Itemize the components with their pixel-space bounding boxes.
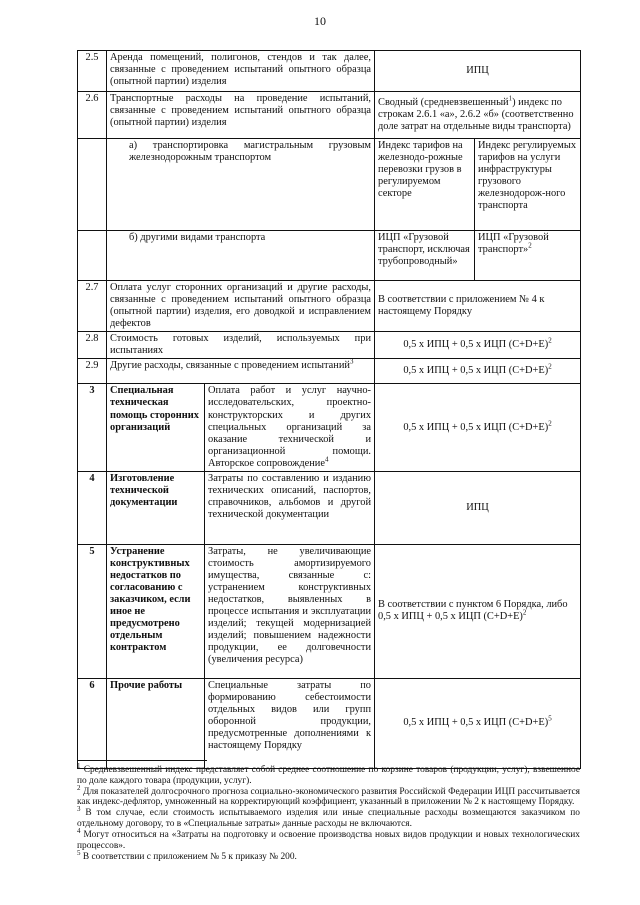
cost-index-table [77,50,581,769]
row-title: Прочие работы [107,678,205,768]
row-number: 2.6 [78,92,107,139]
row-index: В соответствии с приложением № 4 к настоящему Порядку [375,281,581,332]
table-row [78,281,581,332]
footnote-ref: 2 [548,362,552,371]
row-description [107,359,375,384]
footnote-ref: 2 [548,419,552,428]
row-description: а) транспортировка магистральным грузовым железнодорожным транспортом [107,139,375,231]
row-description-part: Оплата работ и услуг научно-исследовательских, проектно-конструкторских и других специальных организаций за оказание технической и организационной помощи. Авторское сопровождение [208,385,372,469]
table-row [78,359,581,384]
footnote-ref: 4 [324,455,329,464]
table-row [78,92,581,139]
row-index-line: В соответствии с пунктом 6 Порядка, либо [378,599,568,611]
row-description: Стоимость готовых изделий, используемых при испытаниях [107,332,375,359]
row-description: Специальные затраты по формированию себестоимости отдельных видов или групп оборонной продукции, предусмотренные дополнениями к настоящему Порядку [205,678,375,768]
table-row [78,678,581,768]
row-number: 2.7 [78,281,107,332]
row-description: Затраты, не увеличивающие стоимость амортизируемого имущества, связанные с: устранением конструктивных недостатков, выявленных в процессе испытания и эксплуатации изделий; текущей модернизацией изделий; повышением надежности продукции, ее долговечности (увеличения ресурса) [205,544,375,678]
table-row [78,231,581,281]
footnote-ref: 2 [548,336,552,345]
footnote [77,761,580,787]
footnote-text: Для показателей долгосрочного прогноза социально-экономического развития Российской Федерации ИЦП рассчитывается как индекс-дефлятор, умноженный на корректирующий коэффициент, указанный в приложении № 2 к настоящему Порядку. [77,786,580,808]
row-index: Индекс регулируемых тарифов на услуги инфраструктуры грузового железнодорож-ного транспорта [475,139,581,231]
footnote-text: Могут относиться на «Затраты на подготовку и освоение производства новых видов продукции и новых технологических процессов». [77,829,580,851]
footnote-divider [77,760,207,761]
footnote-ref: 3 [349,358,354,366]
footnote-mark: 3 [77,805,81,814]
row-title: Специальная техническая помощь сторонних организаций [107,384,205,471]
table-row [78,471,581,544]
table-row [78,139,581,231]
row-description: Транспортные расходы на проведение испытаний, связанные с проведением испытаний опытного образца (опытной партии) изделия [107,92,375,139]
row-number: 2.8 [78,332,107,359]
table-row [78,384,581,471]
row-description-part: Другие расходы, связанные с проведением испытаний [110,360,350,372]
row-number: 6 [78,678,107,768]
row-index-part: 0,5 x ИПЦ + 0,5 x ИЦП (С+D+Е) [403,339,549,351]
table-row [78,51,581,92]
row-number: 3 [78,384,107,471]
row-index [375,332,581,359]
footnote [77,826,580,852]
row-index: ИЦП «Грузовой транспорт, исключая трубопроводный» [375,231,475,281]
row-index [375,359,581,384]
row-index [375,92,581,139]
footnotes [77,761,580,862]
row-index: ИПЦ [375,51,581,92]
row-index-part: 0,5 x ИПЦ + 0,5 x ИЦП (С+D+Е) [378,611,523,623]
footnote-mark: 5 [77,848,81,857]
footnote-mark: 4 [77,826,81,835]
row-description: Затраты по составлению и изданию технических описаний, паспортов, справочников, альбомов и другой технической документации [205,471,375,544]
row-index-part: ) индекс по строкам 2.6.1 «а», 2.6.2 «б» (соответственно доле затрат на отдельные виды транспорта) [378,96,574,133]
footnote [77,783,580,809]
footnote-ref: 2 [528,241,532,250]
footnote-text: В том случае, если стоимость испытываемого изделия или иные специальные расходы возмещаются заказчиком по отдельному договору, то в «Специальные затраты» данные расходы не включаются. [77,808,580,830]
row-title: Устранение конструктивных недостатков по согласованию с заказчиком, если иное не предусмотрено отдельным контрактом [107,544,205,678]
row-index-part: ИЦП «Грузовой транспорт» [478,232,549,256]
table-row [78,332,581,359]
footnote-ref: 2 [522,608,527,617]
footnote-text: В соответствии с приложением № 5 к приказу № 200. [80,851,297,862]
footnote [77,848,580,863]
row-description: Оплата услуг сторонних организаций и другие расходы, связанные с проведением испытаний опытного образца (опытной партии) изделия, его доводкой и исправлением дефектов [107,281,375,332]
row-number: 4 [78,471,107,544]
row-description: Аренда помещений, полигонов, стендов и так далее, связанные с проведением испытаний опытного образца (опытной партии) изделия [107,51,375,92]
row-number: 2.5 [78,51,107,92]
row-index [375,544,581,678]
row-index-part: Сводный (средневзвешенный [378,96,509,108]
row-index-part: 0,5 x ИПЦ + 0,5 x ИЦП (С+D+Е) [403,365,549,377]
footnote-mark: 2 [77,783,81,792]
row-title: Изготовление технической документации [107,471,205,544]
footnote-ref: 1 [508,94,513,103]
row-description: б) другими видами транспорта [107,231,375,281]
row-index [375,384,581,471]
page-number: 10 [314,14,326,28]
row-index [375,678,581,768]
row-index-part: 0,5 x ИПЦ + 0,5 x ИЦП (С+D+Е) [403,717,549,729]
row-index: ИПЦ [375,471,581,544]
row-index-part: 0,5 x ИПЦ + 0,5 x ИЦП (С+D+Е) [403,421,549,433]
row-index-formula [378,608,577,623]
footnote-text: Средневзвешенный индекс представляет собой среднее соотношение по корзине товаров (продукции, услуг), взвешенное по доле каждого товара (продукции, услуг). [77,765,580,786]
footnote-ref: 5 [548,714,552,723]
row-description [205,384,375,471]
row-number: 5 [78,544,107,678]
table-row [78,544,581,678]
row-index: Индекс тарифов на железнодо-рожные перевозки грузов в регулируемом секторе [375,139,475,231]
row-number [78,231,107,281]
footnote-mark: 1 [77,761,81,770]
row-index [475,231,581,281]
row-number [78,139,107,231]
row-number: 2.9 [78,359,107,384]
footnote [77,805,580,830]
